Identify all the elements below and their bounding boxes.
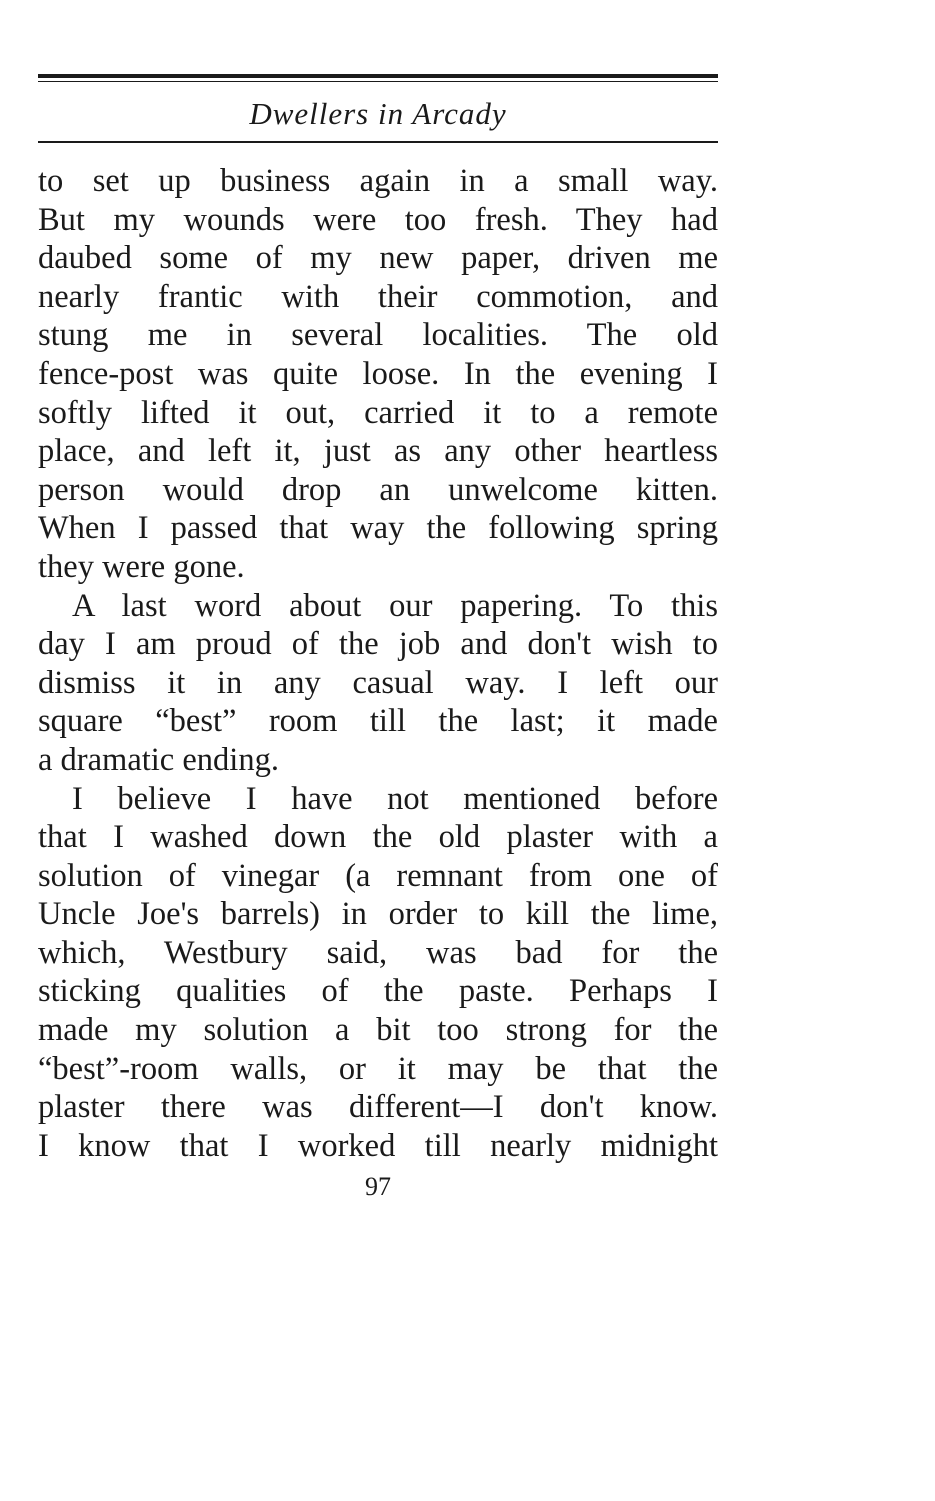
text-line: I know that I worked till nearly midnight (38, 1127, 718, 1164)
text-line: fence-post was quite loose. In the evening I (38, 355, 718, 392)
text-line: they were gone. (38, 548, 245, 585)
text-line: But my wounds were too fresh. They had (38, 201, 718, 238)
body-text (38, 162, 718, 1165)
text-line: I believe I have not mentioned before (72, 780, 718, 817)
paragraph-2 (38, 587, 718, 780)
text-line: place, and left it, just as any other heartless (38, 433, 718, 470)
text-line: softly lifted it out, carried it to a remote (38, 394, 718, 431)
text-line: nearly frantic with their commotion, and (38, 278, 718, 315)
text-line: a dramatic ending. (38, 741, 279, 778)
page-number: 97 (365, 1172, 391, 1201)
text-line: made my solution a bit too strong for the (38, 1012, 718, 1049)
text-line: stung me in several localities. The old (38, 317, 718, 354)
text-line: that I washed down the old plaster with a (38, 819, 718, 856)
text-line: which, Westbury said, was bad for the (38, 934, 718, 971)
header-rule-thin (38, 81, 718, 82)
paragraph-1 (38, 162, 718, 587)
paragraph-3 (38, 780, 718, 1166)
text-line: “best”-room walls, or it may be that the (38, 1050, 718, 1087)
text-line: plaster there was different—I don't know. (38, 1089, 718, 1126)
text-line: square “best” room till the last; it made (38, 703, 718, 740)
text-line: dismiss it in any casual way. I left our (38, 664, 718, 701)
text-line: When I passed that way the following spring (38, 510, 718, 547)
text-line: to set up business again in a small way. (38, 163, 718, 199)
header-rule-thick (38, 74, 718, 78)
text-line: sticking qualities of the paste. Perhaps I (38, 973, 718, 1010)
running-head: Dwellers in Arcady (249, 96, 507, 131)
text-line: day I am proud of the job and don't wish to (38, 626, 718, 663)
header-rule-bottom (38, 141, 718, 143)
text-line: solution of vinegar (a remnant from one of (38, 857, 718, 894)
text-line: daubed some of my new paper, driven me (38, 240, 718, 277)
text-line: person would drop an unwelcome kitten. (38, 471, 718, 508)
text-line: Uncle Joe's barrels) in order to kill the lime, (38, 896, 718, 933)
text-line: A last word about our papering. To this (72, 587, 718, 624)
